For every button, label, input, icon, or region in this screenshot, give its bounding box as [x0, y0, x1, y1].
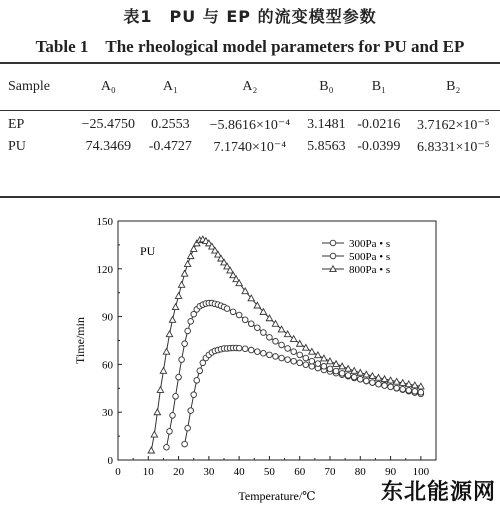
table-cell: 6.8331×10⁻⁵ [416, 139, 490, 155]
data-point [351, 374, 357, 380]
data-point [370, 380, 376, 386]
data-point [166, 331, 172, 337]
data-point [388, 384, 394, 390]
data-point [185, 328, 191, 334]
header-b0: B₀ [319, 79, 334, 94]
watermark-logo-text: 东北能源网 [380, 480, 496, 505]
data-point [273, 354, 279, 360]
y-tick-label: 60 [102, 359, 113, 372]
data-point [191, 392, 197, 398]
table-cell: -0.0399 [357, 139, 401, 154]
x-tick-label: 20 [173, 466, 185, 478]
data-point [191, 246, 197, 252]
x-tick-label: 30 [203, 466, 215, 478]
legend-entry: 800Pa • s [349, 264, 391, 276]
legend-marker [330, 240, 336, 246]
data-point [188, 319, 194, 325]
y-tick-label: 30 [102, 407, 113, 420]
data-point [303, 344, 309, 350]
data-point [327, 358, 333, 364]
data-point [345, 373, 351, 379]
data-point [267, 352, 273, 358]
x-tick-label: 50 [263, 466, 275, 478]
data-point [242, 346, 248, 352]
data-point [154, 409, 160, 415]
data-point [261, 330, 267, 336]
table-bottom-rule [0, 196, 500, 198]
header-a0: A₀ [100, 79, 116, 94]
data-point [242, 317, 248, 323]
legend-entry: 500Pa • s [349, 251, 391, 263]
data-point [179, 357, 185, 363]
table-cell: 7.1740×10⁻⁴ [213, 139, 287, 155]
data-point [291, 358, 297, 364]
data-point [315, 352, 321, 358]
data-point [172, 304, 178, 310]
table-header-row [0, 64, 500, 110]
data-point [279, 355, 285, 361]
data-point [164, 444, 170, 450]
data-point [327, 366, 333, 372]
x-tick-label: 10 [142, 466, 154, 478]
data-point [170, 413, 176, 419]
table-cell: -0.4727 [148, 139, 192, 154]
data-point [279, 342, 285, 348]
x-tick-label: 60 [294, 466, 306, 478]
data-point [175, 293, 181, 299]
x-tick-label: 80 [354, 466, 366, 478]
data-point [197, 368, 203, 374]
data-point [339, 363, 345, 369]
data-point [185, 425, 191, 431]
legend-entry: 300Pa • s [349, 238, 391, 250]
table-caption-chinese: 表1 PU 与 EP 的流变模型参数 [123, 7, 377, 26]
data-point [285, 357, 291, 363]
table-row [0, 136, 500, 158]
data-point [364, 378, 370, 384]
data-point [418, 389, 424, 395]
data-point [184, 261, 190, 267]
data-point [148, 447, 154, 453]
data-point [167, 429, 173, 435]
header-a1: A₁ [162, 79, 178, 94]
x-tick-label: 40 [233, 466, 245, 478]
data-point [157, 387, 163, 393]
table-cell: 3.1481 [307, 117, 346, 132]
data-point [255, 325, 261, 331]
header-b1: B₁ [371, 79, 386, 94]
data-point [169, 317, 175, 323]
data-point [261, 350, 267, 356]
data-point [181, 270, 187, 276]
data-point [382, 383, 388, 389]
data-point [412, 389, 418, 395]
data-point [194, 378, 200, 384]
data-point [339, 371, 345, 377]
data-point [151, 431, 157, 437]
table-caption-english: Table 1 The rheological model parameters for PU and EP [35, 37, 465, 56]
data-point [309, 358, 315, 364]
data-point [188, 408, 194, 414]
data-point [267, 335, 273, 341]
x-tick-label: 0 [115, 466, 121, 478]
data-point [178, 282, 184, 288]
data-point [255, 349, 261, 355]
data-point [321, 364, 327, 370]
header-sample: Sample [8, 79, 50, 94]
viscosity-time-chart [0, 200, 500, 510]
table-cell: -0.0216 [357, 117, 401, 132]
data-point [182, 441, 188, 447]
data-point [309, 348, 315, 354]
table-cell: 3.7162×10⁻⁵ [416, 117, 490, 133]
y-tick-label: 0 [107, 455, 113, 467]
data-point [285, 346, 291, 352]
data-point [236, 345, 242, 351]
data-point [406, 388, 412, 394]
y-tick-label: 90 [102, 311, 113, 324]
table-cell: PU [8, 139, 26, 154]
table-cell: −5.8616×10⁻⁴ [209, 117, 291, 133]
legend-marker [330, 253, 336, 259]
rheological-parameters-table [0, 64, 500, 158]
data-point [182, 341, 188, 347]
data-point [297, 360, 303, 366]
table-cell: −25.4750 [81, 117, 136, 132]
series-line [167, 303, 421, 447]
x-tick-label: 90 [385, 466, 397, 478]
x-tick-label: 100 [412, 466, 430, 478]
data-point [173, 393, 179, 399]
data-point [187, 253, 193, 259]
data-point [357, 376, 363, 382]
y-tick-label: 150 [96, 216, 113, 228]
y-axis-label: Time/min [73, 317, 87, 364]
data-point [345, 366, 351, 372]
y-tick-label: 120 [96, 263, 113, 276]
chart-annotation: PU [140, 244, 156, 258]
data-point [230, 309, 236, 315]
data-point [291, 349, 297, 355]
data-point [376, 381, 382, 387]
header-a2: A₂ [242, 79, 258, 94]
data-point [273, 338, 279, 344]
data-point [176, 374, 182, 380]
data-point [236, 312, 242, 318]
header-b2: B₂ [446, 79, 461, 94]
data-point [248, 321, 254, 327]
data-point [333, 368, 339, 374]
data-point [333, 361, 339, 367]
data-point [303, 362, 309, 368]
data-point [248, 347, 254, 353]
data-point [297, 352, 303, 358]
table-cell: EP [8, 117, 25, 132]
x-axis-label: Temperature/℃ [238, 489, 316, 503]
data-point [315, 361, 321, 367]
data-point [163, 348, 169, 354]
data-point [400, 386, 406, 392]
x-tick-label: 70 [324, 466, 336, 478]
data-point [160, 368, 166, 374]
table-cell: 0.2553 [151, 117, 190, 132]
data-point [394, 385, 400, 391]
table-row [0, 110, 500, 136]
table-cell: 5.8563 [307, 139, 346, 154]
data-point [303, 355, 309, 361]
chart-svg [0, 200, 500, 510]
data-point [224, 306, 230, 312]
table-cell: 74.3469 [85, 139, 132, 154]
